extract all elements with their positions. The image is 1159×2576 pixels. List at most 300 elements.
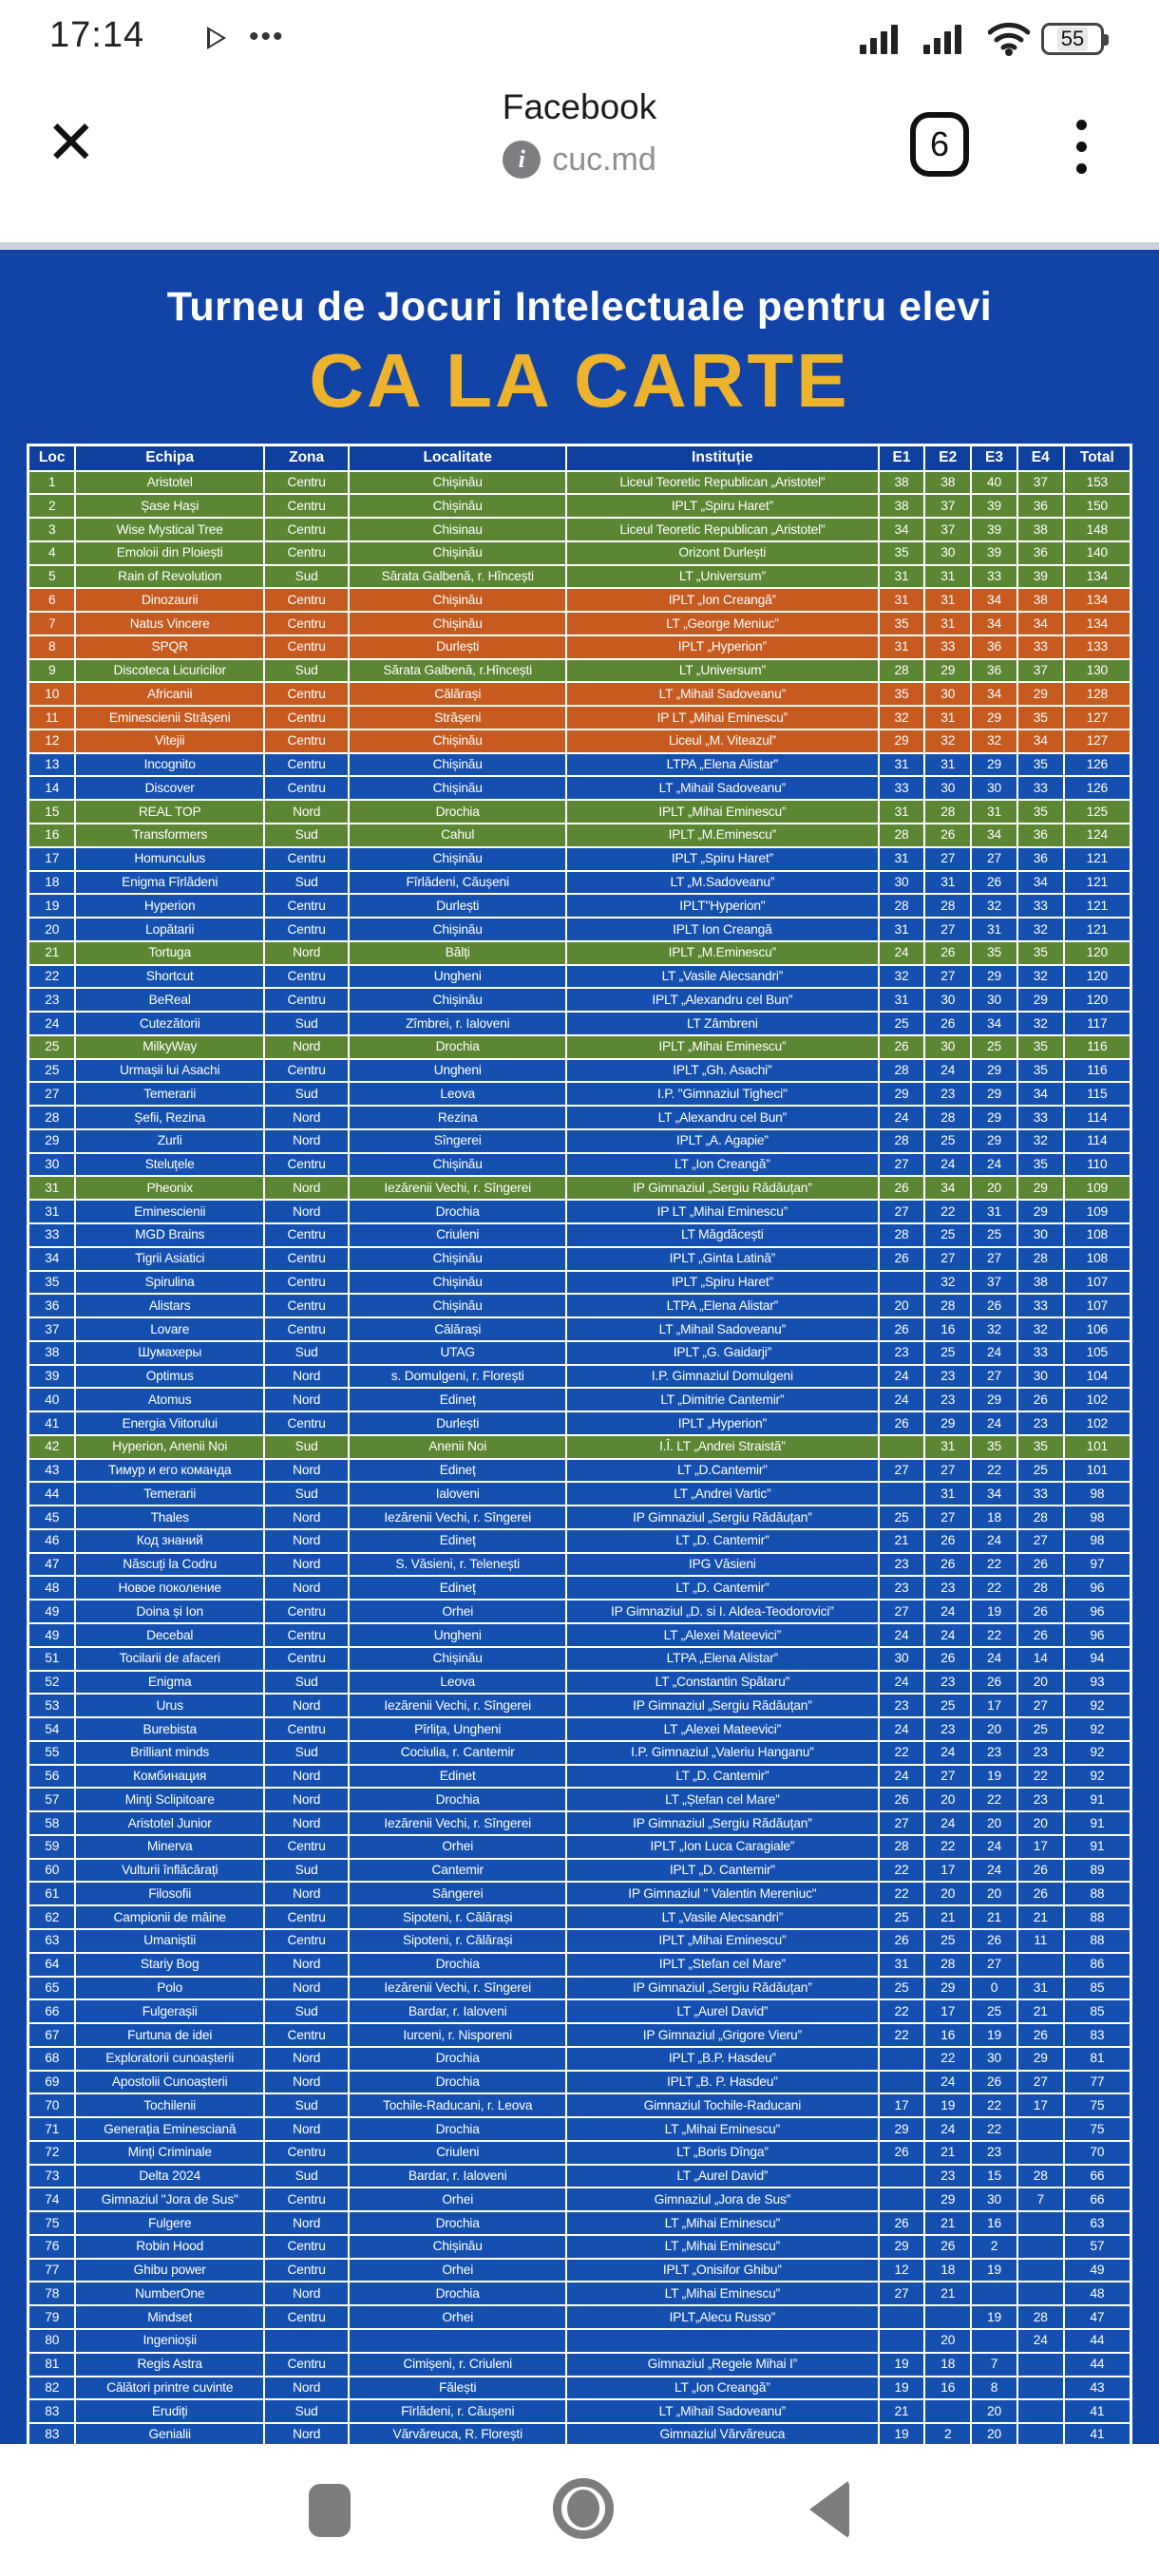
table-row <box>28 2329 1131 2353</box>
cell-e4 <box>1017 2117 1064 2141</box>
cell-institutie: LT „Mihai Eminescu” <box>566 2211 879 2235</box>
cell-loc: 48 <box>28 1576 76 1600</box>
cell-e2: 17 <box>924 1859 971 1883</box>
cell-e2: 21 <box>924 2282 971 2305</box>
cell-institutie: LT Zâmbreni <box>566 1012 879 1035</box>
cell-total: 104 <box>1064 1365 1131 1389</box>
page-subtitle: CA LA CARTE <box>309 338 850 423</box>
cell-e2: 23 <box>924 1576 971 1600</box>
cell-echipa: Genialii <box>75 2423 264 2444</box>
cell-institutie: I.Î. LT „Andrei Straistă” <box>566 1435 879 1459</box>
cell-e1: 24 <box>879 1106 925 1129</box>
cell-localitate: Leova <box>349 1671 566 1695</box>
cell-e1: 24 <box>879 1765 925 1789</box>
col-header-e4: E4 <box>1017 445 1064 471</box>
cell-e4 <box>1017 2353 1064 2377</box>
cell-zona: Nord <box>264 2282 349 2305</box>
cell-zona: Centru <box>264 965 349 989</box>
cell-total: 88 <box>1064 1905 1131 1929</box>
cell-institutie: LT „Dimitrie Cantemir” <box>566 1388 879 1411</box>
cell-zona: Nord <box>264 1953 349 1977</box>
table-row <box>28 1953 1131 1977</box>
cell-institutie: IPLT „Hyperion” <box>566 1411 879 1435</box>
cell-institutie: IPLT „Onisifor Ghibu” <box>566 2259 879 2282</box>
table-row <box>28 2071 1131 2094</box>
cell-institutie: LTPA „Elena Alistar” <box>566 753 879 777</box>
cell-e2: 28 <box>924 1953 971 1977</box>
cell-loc: 18 <box>28 871 76 895</box>
cell-echipa: Generația Eminesciană <box>75 2117 264 2141</box>
cell-localitate: Vărvăreuca, R. Florești <box>349 2423 566 2444</box>
cell-echipa: Exploratorii cunoașterii <box>75 2047 264 2071</box>
cell-institutie: IPLT „A. Agapie” <box>566 1129 879 1153</box>
cell-total: 148 <box>1064 518 1131 541</box>
cell-localitate: Ungheni <box>349 1059 566 1083</box>
cell-e3: 20 <box>971 2399 1017 2423</box>
cell-institutie: IP Gimnaziul „D. si I. Aldea-Teodorovici” <box>566 1600 879 1623</box>
cell-loc: 80 <box>28 2329 76 2353</box>
cell-e4: 30 <box>1017 1365 1064 1389</box>
cell-e2: 18 <box>924 2353 971 2377</box>
cell-e4: 27 <box>1017 1694 1064 1717</box>
cell-echipa: Doina și Ion <box>75 1600 264 1623</box>
cell-localitate: Ialoveni <box>349 1482 566 1506</box>
cell-e3: 34 <box>971 824 1017 847</box>
browser-header <box>0 66 1159 242</box>
cell-echipa: Homunculus <box>75 847 264 871</box>
cell-echipa: Hyperion <box>75 894 264 918</box>
cell-zona: Nord <box>264 1529 349 1553</box>
table-row <box>28 1717 1131 1741</box>
table-row <box>28 2282 1131 2305</box>
cell-loc: 33 <box>28 1223 76 1247</box>
cell-e2: 20 <box>924 1788 971 1811</box>
cell-e4: 33 <box>1017 894 1064 918</box>
cell-e4: 21 <box>1017 1905 1064 1929</box>
cell-localitate: Chisinau <box>349 518 566 541</box>
cell-total: 41 <box>1064 2423 1131 2444</box>
cell-loc: 56 <box>28 1765 76 1789</box>
cell-e3: 16 <box>971 2211 1017 2235</box>
cell-total: 120 <box>1064 941 1131 965</box>
cell-loc: 45 <box>28 1506 76 1529</box>
table-row <box>28 565 1131 589</box>
cell-e4: 23 <box>1017 1788 1064 1811</box>
cell-e1: 19 <box>879 2423 925 2444</box>
cell-total: 128 <box>1064 682 1131 706</box>
tab-counter-button[interactable] <box>910 112 969 177</box>
cell-e2: 29 <box>924 1977 971 2000</box>
cell-zona: Nord <box>264 1129 349 1153</box>
cell-institutie: Gimnaziul „Jora de Sus” <box>566 2188 879 2211</box>
cell-e4: 29 <box>1017 2047 1064 2071</box>
cell-e4: 31 <box>1017 1977 1064 2000</box>
cell-zona: Centru <box>264 1317 349 1341</box>
table-row <box>28 729 1131 753</box>
table-row <box>28 1905 1131 1929</box>
cell-e3 <box>971 2282 1017 2305</box>
cell-e4: 32 <box>1017 1317 1064 1341</box>
cell-e1: 28 <box>879 824 925 847</box>
cell-zona: Centru <box>264 753 349 777</box>
cell-echipa: Minerva <box>75 1835 264 1859</box>
cell-loc: 44 <box>28 1482 76 1506</box>
site-row[interactable] <box>0 141 1159 179</box>
cell-institutie: LTPA „Elena Alistar” <box>566 1647 879 1671</box>
cell-e1: 21 <box>879 2399 925 2423</box>
cell-e3: 7 <box>971 2353 1017 2377</box>
cell-e2: 31 <box>924 612 971 635</box>
cell-e4: 26 <box>1017 1388 1064 1411</box>
cell-e3: 19 <box>971 2305 1017 2329</box>
cell-total: 66 <box>1064 2188 1131 2211</box>
table-row <box>28 2259 1131 2282</box>
cell-e1: 31 <box>879 847 925 871</box>
cell-institutie: IPLT „Ion Luca Caragiale” <box>566 1835 879 1859</box>
cell-echipa: Discoteca Licuricilor <box>75 659 264 683</box>
cell-e3: 19 <box>971 1765 1017 1789</box>
cell-zona: Sud <box>264 1999 349 2023</box>
cell-institutie: LT „Alexei Mateevici” <box>566 1623 879 1647</box>
cell-loc: 49 <box>28 1600 76 1623</box>
cell-e2: 26 <box>924 2235 971 2259</box>
cell-loc: 34 <box>28 1247 76 1271</box>
cell-e4 <box>1017 1953 1064 1977</box>
cell-e2: 28 <box>924 1106 971 1129</box>
cell-echipa: Mindset <box>75 2305 264 2329</box>
cell-total: 88 <box>1064 1929 1131 1953</box>
cell-e4: 33 <box>1017 1482 1064 1506</box>
cell-zona: Nord <box>264 1553 349 1577</box>
cell-echipa: Ingenioșii <box>75 2329 264 2353</box>
cell-e3: 26 <box>971 871 1017 895</box>
cell-e1: 26 <box>879 1035 925 1059</box>
cell-echipa: Шумахеры <box>75 1341 264 1365</box>
cell-total: 109 <box>1064 1176 1131 1200</box>
table-row <box>28 2235 1131 2259</box>
cell-e1 <box>879 2305 925 2329</box>
cell-echipa: Aristotel Junior <box>75 1811 264 1835</box>
cell-loc: 49 <box>28 1623 76 1647</box>
android-nav-bar <box>0 2444 1159 2576</box>
table-row <box>28 1647 1131 1671</box>
cell-e3: 40 <box>971 471 1017 495</box>
cell-e3: 23 <box>971 2141 1017 2165</box>
cell-e3: 25 <box>971 1999 1017 2023</box>
cell-e1: 22 <box>879 1859 925 1883</box>
cell-total: 91 <box>1064 1811 1131 1835</box>
cell-institutie: IPLT „M.Eminescu” <box>566 941 879 965</box>
table-row <box>28 2047 1131 2071</box>
cell-institutie: I.P. Gimnaziul „Valeriu Hanganu” <box>566 1741 879 1765</box>
cell-e2: 17 <box>924 1999 971 2023</box>
table-row <box>28 1035 1131 1059</box>
cell-e2: 27 <box>924 1459 971 1483</box>
cell-e3: 35 <box>971 941 1017 965</box>
cell-institutie: IPG Văsieni <box>566 1553 879 1577</box>
cell-total: 115 <box>1064 1082 1131 1106</box>
table-row <box>28 1553 1131 1577</box>
col-header-echipa: Echipa <box>75 445 264 471</box>
cell-total: 47 <box>1064 2305 1131 2329</box>
cell-e3: 26 <box>971 2071 1017 2094</box>
cell-zona: Sud <box>264 2093 349 2117</box>
browser-title-block <box>0 87 1159 179</box>
cell-zona: Centru <box>264 894 349 918</box>
cell-loc: 4 <box>28 541 76 565</box>
cell-echipa: Код знаний <box>75 1529 264 1553</box>
cell-e4: 29 <box>1017 682 1064 706</box>
cell-loc: 83 <box>28 2423 76 2444</box>
recents-button[interactable] <box>309 2484 351 2537</box>
table-row <box>28 1529 1131 1553</box>
cell-e1 <box>879 2047 925 2071</box>
table-row <box>28 965 1131 989</box>
cell-institutie: Orizont Durlești <box>566 541 879 565</box>
site-url: cuc.md <box>552 141 656 178</box>
cell-e3: 24 <box>971 1529 1017 1553</box>
cell-e3: 0 <box>971 1977 1017 2000</box>
cell-loc: 21 <box>28 941 76 965</box>
cell-localitate: Iezărenii Vechi, r. Sîngerei <box>349 1811 566 1835</box>
cell-institutie: LT „Boris Dînga” <box>566 2141 879 2165</box>
cell-institutie: LT Măgdăcești <box>566 1223 879 1247</box>
close-icon[interactable]: ✕ <box>46 108 97 177</box>
cell-e2: 23 <box>924 1365 971 1389</box>
cell-loc: 2 <box>28 494 76 518</box>
cell-e1: 22 <box>879 1882 925 1905</box>
cell-institutie: IPLT „D. Cantemir” <box>566 1859 879 1883</box>
cell-institutie: LT „Andrei Vartic” <box>566 1482 879 1506</box>
cell-e1: 25 <box>879 1977 925 2000</box>
cell-total: 106 <box>1064 1317 1131 1341</box>
cell-e2: 22 <box>924 1835 971 1859</box>
cell-e1: 26 <box>879 2141 925 2165</box>
cell-e2: 24 <box>924 2071 971 2094</box>
cell-loc: 55 <box>28 1741 76 1765</box>
cell-institutie: IPLT „Spiru Haret” <box>566 847 879 871</box>
browser-app-title: Facebook <box>502 87 657 126</box>
cell-e4 <box>1017 2141 1064 2165</box>
cell-e1: 31 <box>879 635 925 659</box>
cell-echipa: Eminescienii <box>75 1200 264 1223</box>
cell-e4: 26 <box>1017 1600 1064 1623</box>
cell-loc: 77 <box>28 2259 76 2282</box>
cell-total: 94 <box>1064 1647 1131 1671</box>
cell-zona: Nord <box>264 1459 349 1483</box>
cell-zona: Sud <box>264 1741 349 1765</box>
cell-localitate: Iezărenii Vechi, r. Sîngerei <box>349 1977 566 2000</box>
cell-localitate: Iurceni, r. Nisporeni <box>349 2023 566 2047</box>
cell-total: 134 <box>1064 565 1131 589</box>
cell-echipa: Dinozaurii <box>75 588 264 612</box>
cell-zona: Centru <box>264 2353 349 2377</box>
cell-e4: 20 <box>1017 1811 1064 1835</box>
cell-e2: 27 <box>924 965 971 989</box>
cell-echipa: Тимур и его команда <box>75 1459 264 1483</box>
cell-institutie: LT „Mihai Eminescu” <box>566 2282 879 2305</box>
cell-e3: 34 <box>971 1482 1017 1506</box>
table-row <box>28 753 1131 777</box>
cell-e3: 8 <box>971 2377 1017 2400</box>
cell-institutie: IPLT „G. Gaidarji” <box>566 1341 879 1365</box>
cell-total: 120 <box>1064 988 1131 1012</box>
cell-total: 150 <box>1064 494 1131 518</box>
cell-institutie: LT „Ion Creangă” <box>566 1153 879 1177</box>
cell-e4: 36 <box>1017 847 1064 871</box>
cell-echipa: Șefii, Rezina <box>75 1106 264 1129</box>
cell-loc: 66 <box>28 1999 76 2023</box>
cell-institutie: IPLT „Mihai Eminescu” <box>566 1035 879 1059</box>
cell-loc: 65 <box>28 1977 76 2000</box>
cell-zona: Nord <box>264 2423 349 2444</box>
cell-echipa: Aristotel <box>75 471 264 495</box>
cell-institutie: LT „Ion Creangă” <box>566 2377 879 2400</box>
cell-zona: Centru <box>264 1411 349 1435</box>
cell-e2: 37 <box>924 494 971 518</box>
cell-e3: 20 <box>971 1717 1017 1741</box>
cell-e2: 20 <box>924 2329 971 2353</box>
cell-e2: 21 <box>924 2141 971 2165</box>
cell-zona: Centru <box>264 1929 349 1953</box>
cell-localitate: s. Domulgeni, r. Florești <box>349 1365 566 1389</box>
cell-echipa: Rain of Revolution <box>75 565 264 589</box>
cell-e4: 11 <box>1017 1929 1064 1953</box>
cell-localitate: Criuleni <box>349 1223 566 1247</box>
cell-e1: 25 <box>879 1012 925 1035</box>
cell-localitate: Sărata Galbenă, r. Hîncești <box>349 565 566 589</box>
cell-zona: Centru <box>264 1271 349 1295</box>
cell-loc: 75 <box>28 2211 76 2235</box>
col-header-localitate: Localitate <box>349 445 566 471</box>
cell-e2: 29 <box>924 659 971 683</box>
cell-loc: 8 <box>28 635 76 659</box>
page-title: Turneu de Jocuri Intelectuale pentru elevi <box>166 284 993 330</box>
cell-localitate: Chișinău <box>349 471 566 495</box>
cell-loc: 12 <box>28 729 76 753</box>
cell-e2: 21 <box>924 1905 971 1929</box>
cell-localitate: Tochile-Raducani, r. Leova <box>349 2093 566 2117</box>
cell-e3: 22 <box>971 1553 1017 1577</box>
home-button[interactable] <box>553 2478 614 2539</box>
header-divider <box>0 242 1159 250</box>
table-row <box>28 659 1131 683</box>
cell-total: 102 <box>1064 1388 1131 1411</box>
cell-e4: 26 <box>1017 2023 1064 2047</box>
cell-e3: 22 <box>971 1576 1017 1600</box>
table-row <box>28 1247 1131 1271</box>
cell-e4: 22 <box>1017 1765 1064 1789</box>
cell-localitate: Chișinău <box>349 1247 566 1271</box>
cell-total: 96 <box>1064 1576 1131 1600</box>
cell-total: 107 <box>1064 1294 1131 1317</box>
cell-institutie: IP Gimnaziul „Sergiu Rădăuțan” <box>566 1977 879 2000</box>
cell-e1: 34 <box>879 518 925 541</box>
menu-kebab-icon[interactable] <box>1062 108 1100 184</box>
cell-loc: 61 <box>28 1882 76 1905</box>
cell-loc: 60 <box>28 1859 76 1883</box>
cell-total: 107 <box>1064 1271 1131 1295</box>
cell-echipa: MGD Brains <box>75 1223 264 1247</box>
table-row <box>28 1671 1131 1695</box>
cell-localitate: Edineț <box>349 1388 566 1411</box>
cell-total: 98 <box>1064 1529 1131 1553</box>
cell-echipa: Zurli <box>75 1129 264 1153</box>
cell-loc: 51 <box>28 1647 76 1671</box>
clock: 17:14 <box>49 15 145 55</box>
cell-e1: 20 <box>879 1294 925 1317</box>
cell-echipa: Hyperion, Anenii Noi <box>75 1435 264 1459</box>
cell-e3: 27 <box>971 1953 1017 1977</box>
cell-e3: 24 <box>971 1411 1017 1435</box>
table-row <box>28 1882 1131 1905</box>
results-table <box>27 444 1132 2444</box>
cell-institutie: Liceul „M. Viteazul” <box>566 729 879 753</box>
cell-localitate: Strășeni <box>349 706 566 729</box>
table-row <box>28 800 1131 824</box>
cell-localitate: Chișinău <box>349 988 566 1012</box>
cell-zona: Nord <box>264 1882 349 1905</box>
cell-total: 114 <box>1064 1106 1131 1129</box>
cell-loc: 82 <box>28 2377 76 2400</box>
cell-localitate: Anenii Noi <box>349 1435 566 1459</box>
cell-e3: 24 <box>971 1859 1017 1883</box>
cell-echipa: Temerarii <box>75 1482 264 1506</box>
cell-loc: 69 <box>28 2071 76 2094</box>
cell-loc: 25 <box>28 1059 76 1083</box>
cell-zona: Centru <box>264 729 349 753</box>
cell-e2 <box>924 2399 971 2423</box>
cell-zona: Centru <box>264 1905 349 1929</box>
cell-e4: 34 <box>1017 1082 1064 1106</box>
cell-institutie: IP LT „Mihai Eminescu” <box>566 706 879 729</box>
cell-localitate: Fîrlădeni, Căușeni <box>349 871 566 895</box>
cell-e3: 19 <box>971 2023 1017 2047</box>
cell-loc: 9 <box>28 659 76 683</box>
table-row <box>28 471 1131 495</box>
cell-e2: 31 <box>924 565 971 589</box>
cell-e3: 24 <box>971 1647 1017 1671</box>
cell-total: 91 <box>1064 1788 1131 1811</box>
cell-e4 <box>1017 2282 1064 2305</box>
table-row <box>28 2211 1131 2235</box>
cell-echipa: Apostolii Cunoașterii <box>75 2071 264 2094</box>
cell-e3: 25 <box>971 1223 1017 1247</box>
cell-total: 121 <box>1064 847 1131 871</box>
cell-echipa: Burebista <box>75 1717 264 1741</box>
cell-e1: 35 <box>879 541 925 565</box>
table-row <box>28 847 1131 871</box>
cell-total: 85 <box>1064 1977 1131 2000</box>
cell-e1 <box>879 1271 925 1295</box>
cell-e3: 17 <box>971 1694 1017 1717</box>
cell-e1: 25 <box>879 1506 925 1529</box>
cell-total: 102 <box>1064 1411 1131 1435</box>
cell-e1 <box>879 2165 925 2188</box>
table-row <box>28 918 1131 941</box>
cell-e1: 22 <box>879 1741 925 1765</box>
cell-zona: Sud <box>264 2165 349 2188</box>
table-row <box>28 2093 1131 2117</box>
back-button[interactable] <box>809 2480 849 2539</box>
cell-institutie: LT „Vasile Alecsandri” <box>566 1905 879 1929</box>
cell-loc: 78 <box>28 2282 76 2305</box>
cell-loc: 7 <box>28 612 76 635</box>
cell-loc: 13 <box>28 753 76 777</box>
cell-localitate: Orhei <box>349 2188 566 2211</box>
cell-total: 124 <box>1064 824 1131 847</box>
cell-institutie: LT „Ștefan cel Mare” <box>566 1788 879 1811</box>
